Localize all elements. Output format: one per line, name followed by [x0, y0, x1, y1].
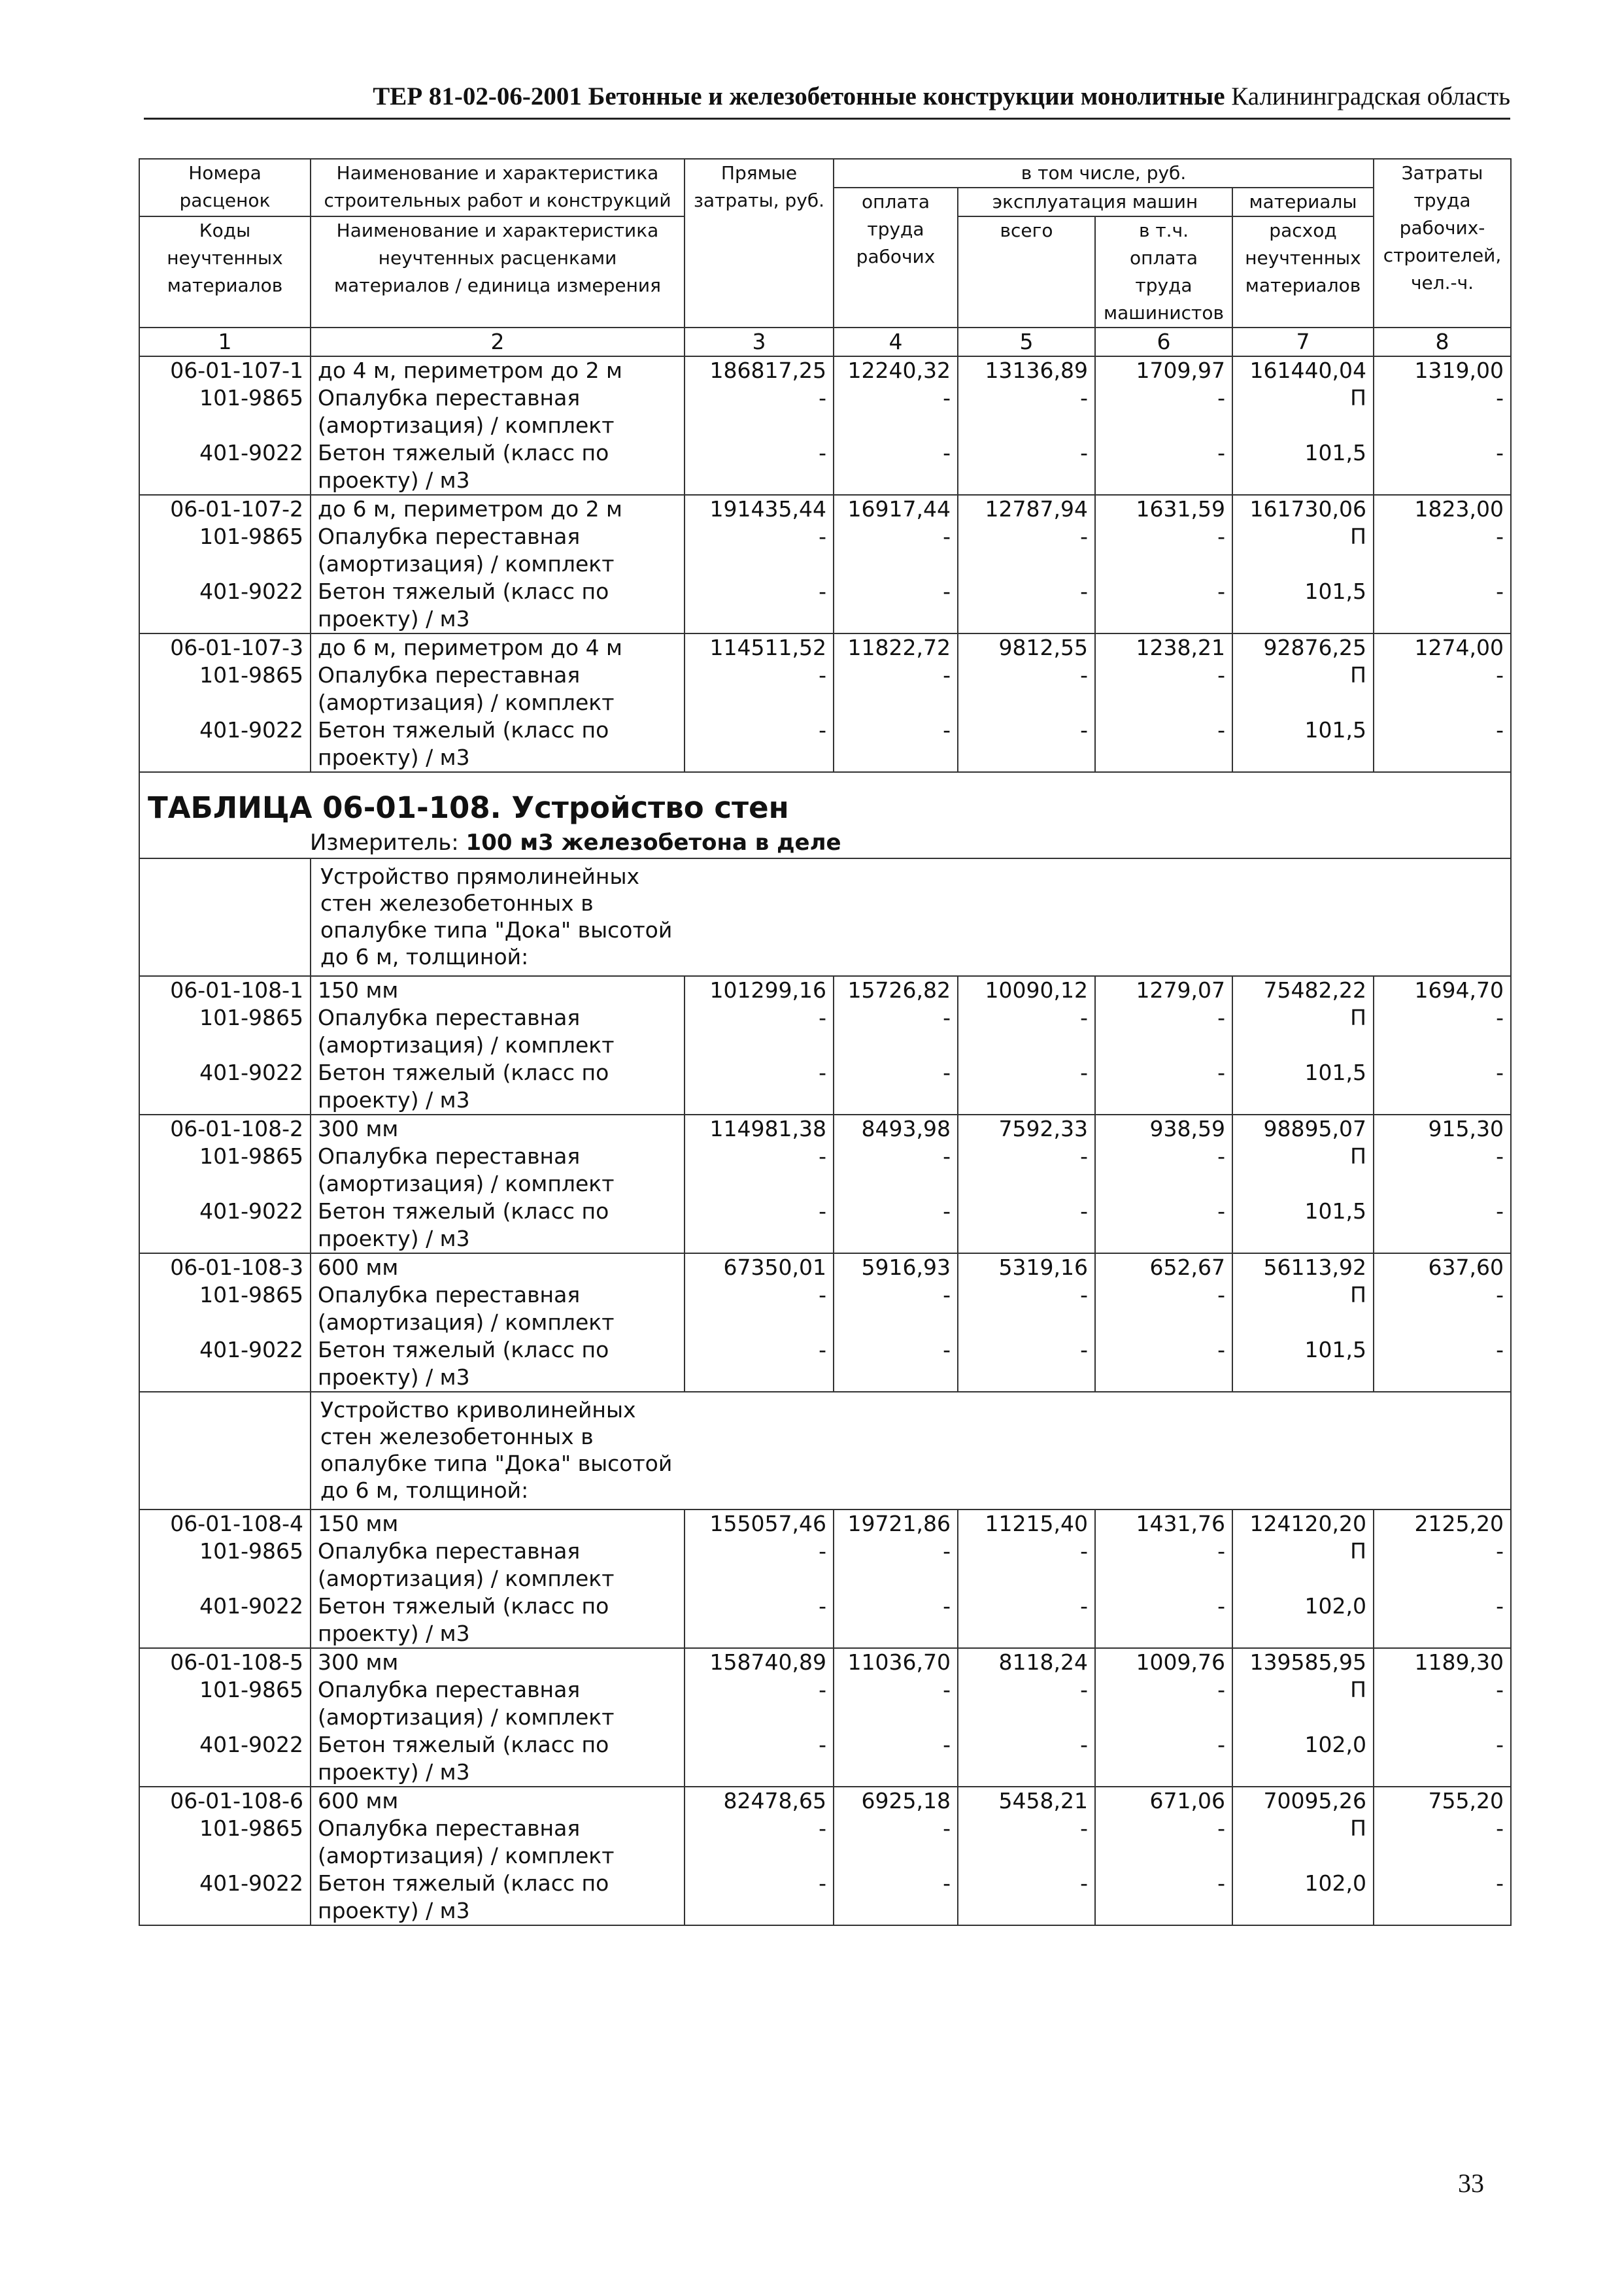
col-index: 2 [311, 328, 685, 356]
rate-code: 401-9022 [139, 439, 311, 495]
machinist-wages: 1709,97 [1095, 356, 1232, 384]
work-name: до 6 м, периметром до 2 м [311, 495, 685, 523]
direct-cost: 158740,89 [685, 1648, 834, 1676]
wages-cost: - [834, 523, 958, 578]
work-name: Бетон тяжелый (класс по проекту) / м3 [311, 1593, 685, 1648]
machinist-wages: - [1095, 1870, 1232, 1925]
direct-cost: - [685, 662, 834, 717]
machinist-wages: 1431,76 [1095, 1510, 1232, 1538]
machines-total: - [958, 1281, 1095, 1336]
col-total: всего [958, 216, 1095, 328]
direct-cost: - [685, 1815, 834, 1870]
direct-cost: - [685, 1059, 834, 1115]
materials-cost: П [1232, 1281, 1374, 1336]
labor-hours: - [1374, 1004, 1511, 1059]
materials-cost: П [1232, 1143, 1374, 1198]
direct-cost: - [685, 1004, 834, 1059]
table-row [139, 523, 1511, 578]
wages-cost: - [834, 1731, 958, 1787]
rate-code: 06-01-107-2 [139, 495, 311, 523]
work-name: Опалубка переставная (амортизация) / комплект [311, 1815, 685, 1870]
table-row [139, 1004, 1511, 1059]
wages-cost: - [834, 1143, 958, 1198]
rate-code: 401-9022 [139, 578, 311, 633]
wages-cost: - [834, 439, 958, 495]
work-name: 300 мм [311, 1648, 685, 1676]
machines-total: - [958, 662, 1095, 717]
machinist-wages: - [1095, 1004, 1232, 1059]
rate-code: 101-9865 [139, 1676, 311, 1731]
labor-hours: 2125,20 [1374, 1510, 1511, 1538]
direct-cost: - [685, 439, 834, 495]
machinist-wages: - [1095, 1281, 1232, 1336]
work-name: Бетон тяжелый (класс по проекту) / м3 [311, 717, 685, 772]
machines-total: 7592,33 [958, 1115, 1095, 1143]
table-row [139, 1198, 1511, 1253]
machinist-wages: 652,67 [1095, 1253, 1232, 1281]
col-direct: Прямые затраты, руб. [685, 159, 834, 328]
direct-cost: 82478,65 [685, 1787, 834, 1815]
table-row [139, 1538, 1511, 1593]
machinist-wages: - [1095, 1143, 1232, 1198]
work-name: Опалубка переставная (амортизация) / комплект [311, 1676, 685, 1731]
machinist-wages: - [1095, 384, 1232, 439]
labor-hours: 1823,00 [1374, 495, 1511, 523]
machinist-wages: - [1095, 662, 1232, 717]
region-name: Калининградская область [1231, 82, 1510, 110]
machines-total: - [958, 384, 1095, 439]
direct-cost: - [685, 1198, 834, 1253]
rate-code: 06-01-108-6 [139, 1787, 311, 1815]
machinist-wages: 1238,21 [1095, 633, 1232, 662]
work-name: Опалубка переставная (амортизация) / комплект [311, 662, 685, 717]
wages-cost: 12240,32 [834, 356, 958, 384]
direct-cost: - [685, 1870, 834, 1925]
rate-code: 401-9022 [139, 1336, 311, 1392]
col-codes-top: Номера расценок [139, 159, 311, 216]
labor-hours: - [1374, 523, 1511, 578]
labor-hours: - [1374, 384, 1511, 439]
labor-hours: - [1374, 578, 1511, 633]
materials-cost: 101,5 [1232, 1059, 1374, 1115]
labor-hours: 915,30 [1374, 1115, 1511, 1143]
direct-cost: - [685, 578, 834, 633]
wages-cost: 5916,93 [834, 1253, 958, 1281]
machinist-wages: - [1095, 1676, 1232, 1731]
section-caption [311, 1392, 1511, 1510]
labor-hours: - [1374, 1059, 1511, 1115]
work-name: Бетон тяжелый (класс по проекту) / м3 [311, 439, 685, 495]
machines-total: - [958, 1593, 1095, 1648]
work-name: Бетон тяжелый (класс по проекту) / м3 [311, 1336, 685, 1392]
col-name-bottom: Наименование и характеристика неучтенных расценками материалов / единица измерения [311, 216, 685, 328]
labor-hours: - [1374, 1593, 1511, 1648]
materials-cost: 102,0 [1232, 1593, 1374, 1648]
work-name: до 4 м, периметром до 2 м [311, 356, 685, 384]
materials-cost: 101,5 [1232, 1336, 1374, 1392]
wages-cost: - [834, 1676, 958, 1731]
table-row [139, 633, 1511, 662]
materials-cost: 98895,07 [1232, 1115, 1374, 1143]
materials-cost: 101,5 [1232, 1198, 1374, 1253]
work-name: Опалубка переставная (амортизация) / комплект [311, 1538, 685, 1593]
table-row [139, 1281, 1511, 1336]
rate-code: 101-9865 [139, 1815, 311, 1870]
direct-cost: 155057,46 [685, 1510, 834, 1538]
table-row [139, 1870, 1511, 1925]
wages-cost: - [834, 1593, 958, 1648]
materials-cost: 56113,92 [1232, 1253, 1374, 1281]
labor-hours: - [1374, 1676, 1511, 1731]
rate-code: 06-01-108-2 [139, 1115, 311, 1143]
rate-code: 101-9865 [139, 1004, 311, 1059]
machines-total: 11215,40 [958, 1510, 1095, 1538]
table-row [139, 1059, 1511, 1115]
direct-cost: 114981,38 [685, 1115, 834, 1143]
rate-code: 401-9022 [139, 1870, 311, 1925]
section-caption [311, 858, 1511, 976]
col-index: 5 [958, 328, 1095, 356]
rate-code: 401-9022 [139, 1593, 311, 1648]
table-row [139, 1648, 1511, 1676]
direct-cost: 67350,01 [685, 1253, 834, 1281]
direct-cost: - [685, 1593, 834, 1648]
work-name: Бетон тяжелый (класс по проекту) / м3 [311, 1870, 685, 1925]
labor-hours: - [1374, 662, 1511, 717]
measure-value: 100 м3 железобетона в деле [465, 830, 841, 856]
materials-cost: 101,5 [1232, 578, 1374, 633]
col-mat-consumption: расход неучтенных материалов [1232, 216, 1374, 328]
machines-total: - [958, 1143, 1095, 1198]
wages-cost: 15726,82 [834, 976, 958, 1004]
table-row [139, 1731, 1511, 1787]
wages-cost: 11822,72 [834, 633, 958, 662]
table-row [139, 717, 1511, 772]
direct-cost: 186817,25 [685, 356, 834, 384]
machinist-wages: - [1095, 1731, 1232, 1787]
direct-cost: 114511,52 [685, 633, 834, 662]
machines-total: 5458,21 [958, 1787, 1095, 1815]
labor-hours: - [1374, 1815, 1511, 1870]
labor-hours: - [1374, 1198, 1511, 1253]
machinist-wages: - [1095, 1336, 1232, 1392]
materials-cost: 102,0 [1232, 1870, 1374, 1925]
labor-hours: - [1374, 1336, 1511, 1392]
machines-total: - [958, 578, 1095, 633]
direct-cost: - [685, 1143, 834, 1198]
machines-total: 10090,12 [958, 976, 1095, 1004]
direct-cost: - [685, 523, 834, 578]
table-row [139, 662, 1511, 717]
wages-cost: 8493,98 [834, 1115, 958, 1143]
wages-cost: - [834, 1870, 958, 1925]
work-name: 150 мм [311, 976, 685, 1004]
rate-code: 06-01-108-1 [139, 976, 311, 1004]
wages-cost: - [834, 1059, 958, 1115]
table-row [139, 578, 1511, 633]
work-name: Опалубка переставная (амортизация) / комплект [311, 1281, 685, 1336]
machinist-wages: - [1095, 717, 1232, 772]
materials-cost: П [1232, 384, 1374, 439]
col-index: 6 [1095, 328, 1232, 356]
table-row [139, 356, 1511, 384]
materials-cost: 161440,04 [1232, 356, 1374, 384]
work-name: до 6 м, периметром до 4 м [311, 633, 685, 662]
col-index: 7 [1232, 328, 1374, 356]
section-text: Устройство криволинейных стен железобетонных в опалубке типа "Дока" высотой до 6 м, толщиной: [320, 1397, 673, 1503]
labor-hours: - [1374, 717, 1511, 772]
table-row [139, 1593, 1511, 1648]
materials-cost: 75482,22 [1232, 976, 1374, 1004]
machines-total: - [958, 1676, 1095, 1731]
header-row-1 [139, 159, 1511, 188]
measure-label: Измеритель: [310, 830, 459, 856]
wages-cost: - [834, 1815, 958, 1870]
wages-cost: 6925,18 [834, 1787, 958, 1815]
machinist-wages: 671,06 [1095, 1787, 1232, 1815]
document-title: ТЕР 81-02-06-2001 Бетонные и железобетонные конструкции монолитные [373, 82, 1225, 110]
wages-cost: - [834, 1004, 958, 1059]
col-index: 1 [139, 328, 311, 356]
materials-cost: 101,5 [1232, 717, 1374, 772]
labor-hours: 1274,00 [1374, 633, 1511, 662]
machines-total: 13136,89 [958, 356, 1095, 384]
machines-total: - [958, 1336, 1095, 1392]
wages-cost: 11036,70 [834, 1648, 958, 1676]
machines-total: - [958, 1004, 1095, 1059]
machines-total: - [958, 1731, 1095, 1787]
rate-code: 101-9865 [139, 1143, 311, 1198]
table-title: ТАБЛИЦА 06-01-108. Устройство стен [148, 790, 789, 825]
page-header [144, 77, 1510, 120]
machines-total: - [958, 523, 1095, 578]
rate-code: 401-9022 [139, 717, 311, 772]
col-machines: эксплуатация машин [958, 188, 1232, 216]
machines-total: - [958, 1538, 1095, 1593]
materials-cost: 102,0 [1232, 1731, 1374, 1787]
materials-cost: П [1232, 523, 1374, 578]
wages-cost: 16917,44 [834, 495, 958, 523]
labor-hours: 1319,00 [1374, 356, 1511, 384]
section-text: Устройство прямолинейных стен железобетонных в опалубке типа "Дока" высотой до 6 м, толщиной: [320, 864, 673, 970]
work-name: Опалубка переставная (амортизация) / комплект [311, 384, 685, 439]
col-materials: материалы [1232, 188, 1374, 216]
machines-total: - [958, 1059, 1095, 1115]
labor-hours: - [1374, 1281, 1511, 1336]
wages-cost: - [834, 384, 958, 439]
machines-total: - [958, 439, 1095, 495]
labor-hours: - [1374, 439, 1511, 495]
labor-hours: - [1374, 1143, 1511, 1198]
rate-code: 06-01-108-5 [139, 1648, 311, 1676]
direct-cost: - [685, 1281, 834, 1336]
work-name: Опалубка переставная (амортизация) / комплект [311, 523, 685, 578]
table-row [139, 1787, 1511, 1815]
machinist-wages: - [1095, 439, 1232, 495]
wages-cost: - [834, 717, 958, 772]
rate-code: 101-9865 [139, 1538, 311, 1593]
machinist-wages: - [1095, 523, 1232, 578]
machines-total: - [958, 1198, 1095, 1253]
work-name: Бетон тяжелый (класс по проекту) / м3 [311, 1059, 685, 1115]
wages-cost: - [834, 662, 958, 717]
direct-cost: - [685, 717, 834, 772]
wages-cost: - [834, 1538, 958, 1593]
work-name: Опалубка переставная (амортизация) / комплект [311, 1143, 685, 1198]
measure-line [148, 828, 1504, 858]
wages-cost: - [834, 1336, 958, 1392]
machinist-wages: - [1095, 578, 1232, 633]
col-index: 8 [1374, 328, 1511, 356]
machinist-wages: 1009,76 [1095, 1648, 1232, 1676]
work-name: 300 мм [311, 1115, 685, 1143]
work-name: 150 мм [311, 1510, 685, 1538]
col-labor: Затраты труда рабочих-строителей, чел.-ч. [1374, 159, 1511, 328]
rate-code: 06-01-108-4 [139, 1510, 311, 1538]
table-row [139, 1143, 1511, 1198]
machinist-wages: 938,59 [1095, 1115, 1232, 1143]
table-row [139, 1336, 1511, 1392]
rates-table [139, 158, 1512, 1926]
direct-cost: 191435,44 [685, 495, 834, 523]
work-name: 600 мм [311, 1253, 685, 1281]
direct-cost: - [685, 1676, 834, 1731]
materials-cost: 124120,20 [1232, 1510, 1374, 1538]
machines-total: - [958, 1870, 1095, 1925]
table-row [139, 1115, 1511, 1143]
machinist-wages: - [1095, 1593, 1232, 1648]
direct-cost: 101299,16 [685, 976, 834, 1004]
machinist-wages: - [1095, 1538, 1232, 1593]
col-wages: оплата труда рабочих [834, 188, 958, 328]
machinist-wages: 1631,59 [1095, 495, 1232, 523]
wages-cost: - [834, 1198, 958, 1253]
labor-hours: - [1374, 1731, 1511, 1787]
column-index-row [139, 328, 1511, 356]
machines-total: 5319,16 [958, 1253, 1095, 1281]
materials-cost: 139585,95 [1232, 1648, 1374, 1676]
direct-cost: - [685, 1538, 834, 1593]
materials-cost: П [1232, 1676, 1374, 1731]
section-row [139, 858, 1511, 976]
rate-code: 401-9022 [139, 1731, 311, 1787]
machinist-wages: - [1095, 1059, 1232, 1115]
rate-code: 401-9022 [139, 1198, 311, 1253]
machines-total: - [958, 717, 1095, 772]
machines-total: 12787,94 [958, 495, 1095, 523]
direct-cost: - [685, 1336, 834, 1392]
rate-code: 06-01-107-3 [139, 633, 311, 662]
table-row [139, 976, 1511, 1004]
rate-code: 101-9865 [139, 1281, 311, 1336]
machines-total: 9812,55 [958, 633, 1095, 662]
materials-cost: 101,5 [1232, 439, 1374, 495]
materials-cost: 161730,06 [1232, 495, 1374, 523]
table-row [139, 1510, 1511, 1538]
materials-cost: 70095,26 [1232, 1787, 1374, 1815]
direct-cost: - [685, 384, 834, 439]
wages-cost: - [834, 1281, 958, 1336]
page-number: 33 [1458, 2168, 1484, 2198]
col-index: 3 [685, 328, 834, 356]
table-row [139, 1676, 1511, 1731]
machines-total: - [958, 1815, 1095, 1870]
rate-code: 101-9865 [139, 662, 311, 717]
col-index: 4 [834, 328, 958, 356]
table-row [139, 1815, 1511, 1870]
col-incl-wages: в т.ч. оплата труда машинистов [1095, 216, 1232, 328]
direct-cost: - [685, 1731, 834, 1787]
table-row [139, 384, 1511, 439]
rate-code: 06-01-107-1 [139, 356, 311, 384]
wages-cost: 19721,86 [834, 1510, 958, 1538]
col-incl: в том числе, руб. [834, 159, 1374, 188]
machinist-wages: 1279,07 [1095, 976, 1232, 1004]
table-row [139, 495, 1511, 523]
table-row [139, 439, 1511, 495]
labor-hours: 637,60 [1374, 1253, 1511, 1281]
labor-hours: 1189,30 [1374, 1648, 1511, 1676]
rate-code: 401-9022 [139, 1059, 311, 1115]
col-codes-bottom: Коды неучтенных материалов [139, 216, 311, 328]
rate-code: 101-9865 [139, 384, 311, 439]
labor-hours: 755,20 [1374, 1787, 1511, 1815]
work-name: 600 мм [311, 1787, 685, 1815]
rate-code: 101-9865 [139, 523, 311, 578]
machines-total: 8118,24 [958, 1648, 1095, 1676]
labor-hours: - [1374, 1870, 1511, 1925]
rate-code: 06-01-108-3 [139, 1253, 311, 1281]
work-name: Бетон тяжелый (класс по проекту) / м3 [311, 1198, 685, 1253]
col-name-top: Наименование и характеристика строительных работ и конструкций [311, 159, 685, 216]
table-row [139, 1253, 1511, 1281]
machinist-wages: - [1095, 1815, 1232, 1870]
work-name: Бетон тяжелый (класс по проекту) / м3 [311, 1731, 685, 1787]
section-row [139, 1392, 1511, 1510]
machinist-wages: - [1095, 1198, 1232, 1253]
table-title-row [139, 772, 1511, 858]
labor-hours: 1694,70 [1374, 976, 1511, 1004]
work-name: Опалубка переставная (амортизация) / комплект [311, 1004, 685, 1059]
materials-cost: П [1232, 1815, 1374, 1870]
work-name: Бетон тяжелый (класс по проекту) / м3 [311, 578, 685, 633]
materials-cost: П [1232, 1538, 1374, 1593]
materials-cost: П [1232, 662, 1374, 717]
materials-cost: 92876,25 [1232, 633, 1374, 662]
labor-hours: - [1374, 1538, 1511, 1593]
materials-cost: П [1232, 1004, 1374, 1059]
wages-cost: - [834, 578, 958, 633]
